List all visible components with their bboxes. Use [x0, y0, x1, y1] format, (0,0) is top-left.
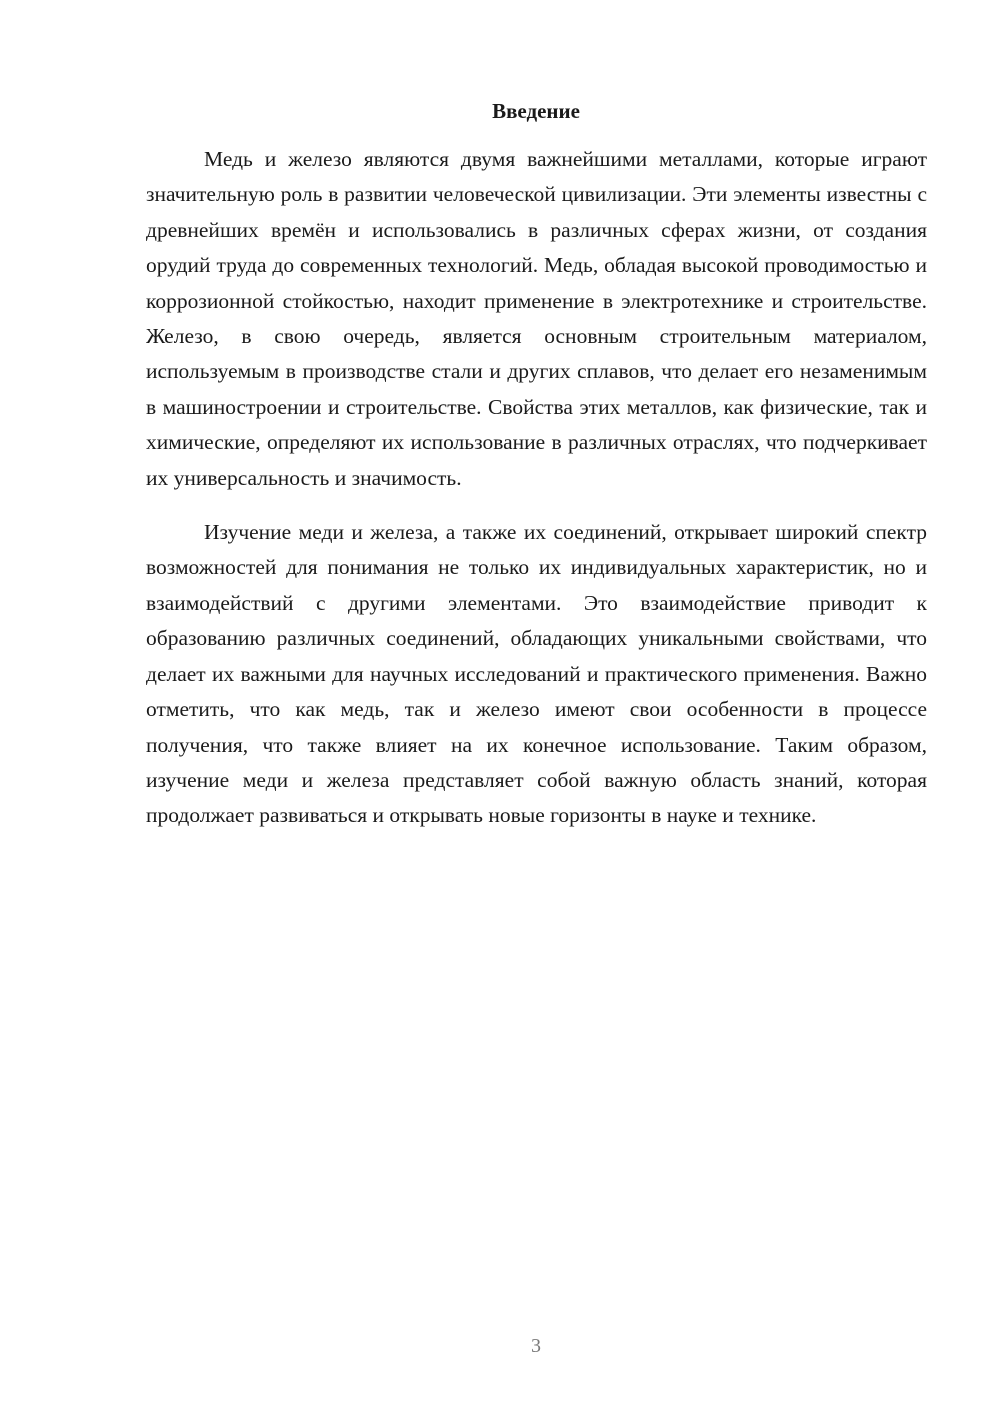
paragraph-2: Изучение меди и железа, а также их соединений, открывает широкий спектр возможностей для понимания не только их индивидуальных характеристик, но и взаимодействий с другими элементами. Это взаимодействие приводит к образованию различных соединений, обладающих уникальными свойствами, что делает их важными для научных исследований и практического применения. Важно отметить, что как медь, так и железо имеют свои особенности в процессе получения, что также влияет на их конечное использование. Таким образом, изучение меди и железа представляет собой важную область знаний, которая продолжает развиваться и открывать новые горизонты в науке и технике. — [146, 520, 927, 828]
paragraph-1: Медь и железо являются двумя важнейшими металлами, которые играют значительную роль в развитии человеческой цивилизации. Эти элементы известны с древнейших времён и использовались в различных сферах жизни, от создания орудий труда до современных технологий. Медь, обладая высокой проводимостью и коррозионной стойкостью, находит применение в электротехнике и строительстве. Железо, в свою очередь, является основным строительным материалом, используемым в производстве стали и других сплавов, что делает его незаменимым в машиностроении и строительстве. Свойства этих металлов, как физические, так и химические, определяют их использование в различных отраслях, что подчеркивает их универсальность и значимость. — [146, 147, 927, 490]
section-heading: Введение — [492, 99, 580, 123]
body-text — [146, 142, 927, 834]
page-number: 3 — [531, 1335, 541, 1357]
